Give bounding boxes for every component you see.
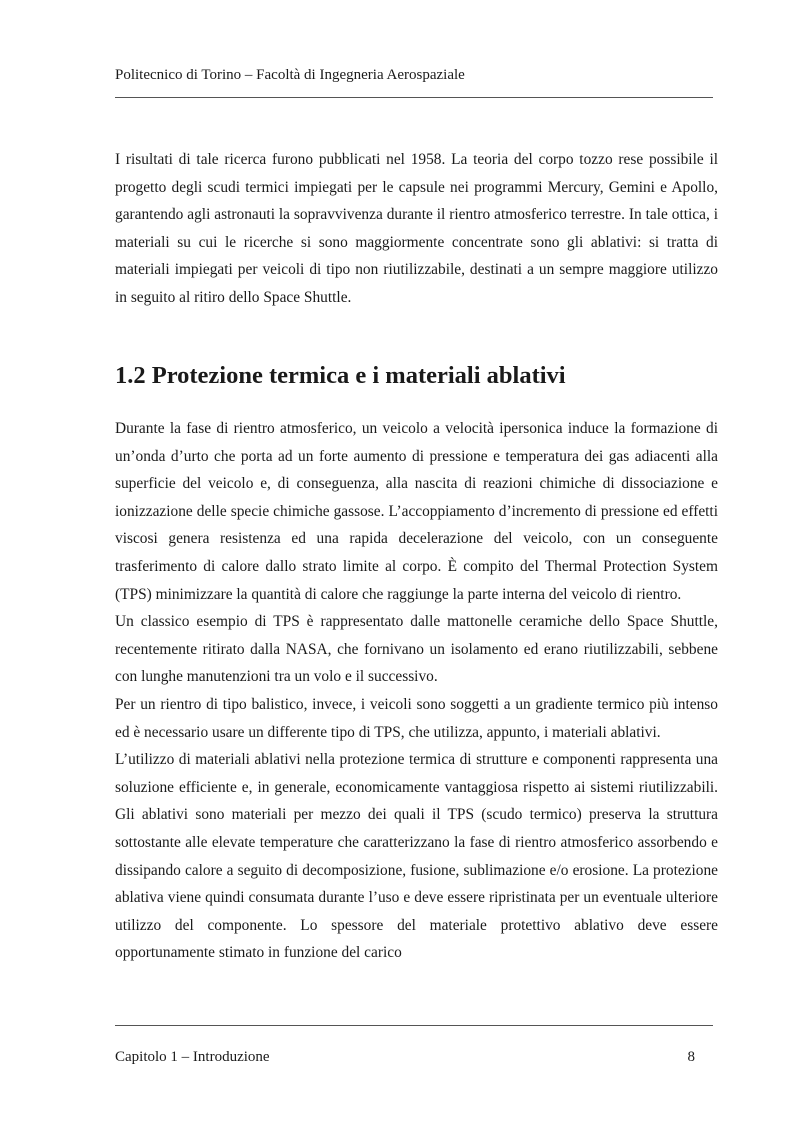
body-paragraph-1: Durante la fase di rientro atmosferico, un veicolo a velocità ipersonica induce la formazione di un’onda d’urto che porta ad un forte aumento di pressione e temperatura dei gas adiacenti alla superficie del veicolo e, di conseguenza, alla nascita di reazioni chimiche di dissociazione e ionizzazione delle specie chimiche gassose. L’accoppiamento d’incremento di pressione ed effetti viscosi genera resistenza ed una rapida decelerazione del veicolo, con un conseguente trasferimento di calore dallo strato limite al corpo. È compito del Thermal Protection System (TPS) minimizzare la quantità di calore che raggiunge la parte interna del veicolo di rientro. xyxy=(115,420,718,603)
intro-text-block xyxy=(115,146,718,312)
body-paragraph-2: Un classico esempio di TPS è rappresentato dalle mattonelle ceramiche dello Space Shuttle, recentemente ritirato dalla NASA, che fornivano un isolamento ed erano riutilizzabili, sebbene con lunghe manutenzioni tra un volo e il successivo. xyxy=(115,613,718,686)
page-number: 8 xyxy=(687,1049,695,1065)
header-rule xyxy=(115,97,713,98)
footer-chapter: Capitolo 1 – Introduzione xyxy=(115,1049,270,1065)
section-heading: 1.2 Protezione termica e i materiali ablativi xyxy=(115,362,566,389)
section-body xyxy=(115,415,718,967)
intro-paragraph: I risultati di tale ricerca furono pubblicati nel 1958. La teoria del corpo tozzo rese possibile il progetto degli scudi termici impiegati per le capsule nei programmi Mercury, Gemini e Apollo, garantendo agli astronauti la sopravvivenza durante il rientro atmosferico terrestre. In tale ottica, i materiali su cui le ricerche si sono maggiormente concentrate sono gli ablativi: si tratta di materiali impiegati per veicoli di tipo non riutilizzabile, destinati a un sempre maggiore utilizzo in seguito al ritiro dello Space Shuttle. xyxy=(115,151,718,306)
body-paragraph-4: L’utilizzo di materiali ablativi nella protezione termica di strutture e componenti rappresenta una soluzione efficiente e, in generale, economicamente vantaggiosa rispetto ai sistemi riutilizzabili. Gli ablativi sono materiali per mezzo dei quali il TPS (scudo termico) preserva la struttura sottostante alle elevate temperature che caratterizzano la fase di rientro atmosferico assorbendo e dissipando calore a seguito di decomposizione, fusione, sublimazione e/o erosione. La protezione ablativa viene quindi consumata durante l’uso e deve essere ripristinata per un eventuale ulteriore utilizzo del componente. Lo spessore del materiale protettivo ablativo deve essere opportunamente stimato in funzione del carico xyxy=(115,751,718,962)
body-paragraph-3: Per un rientro di tipo balistico, invece, i veicoli sono soggetti a un gradiente termico più intenso ed è necessario usare un differente tipo di TPS, che utilizza, appunto, i materiali ablativi. xyxy=(115,695,718,741)
running-header: Politecnico di Torino – Facoltà di Ingegneria Aerospaziale xyxy=(115,67,465,83)
footer-rule xyxy=(115,1025,713,1026)
